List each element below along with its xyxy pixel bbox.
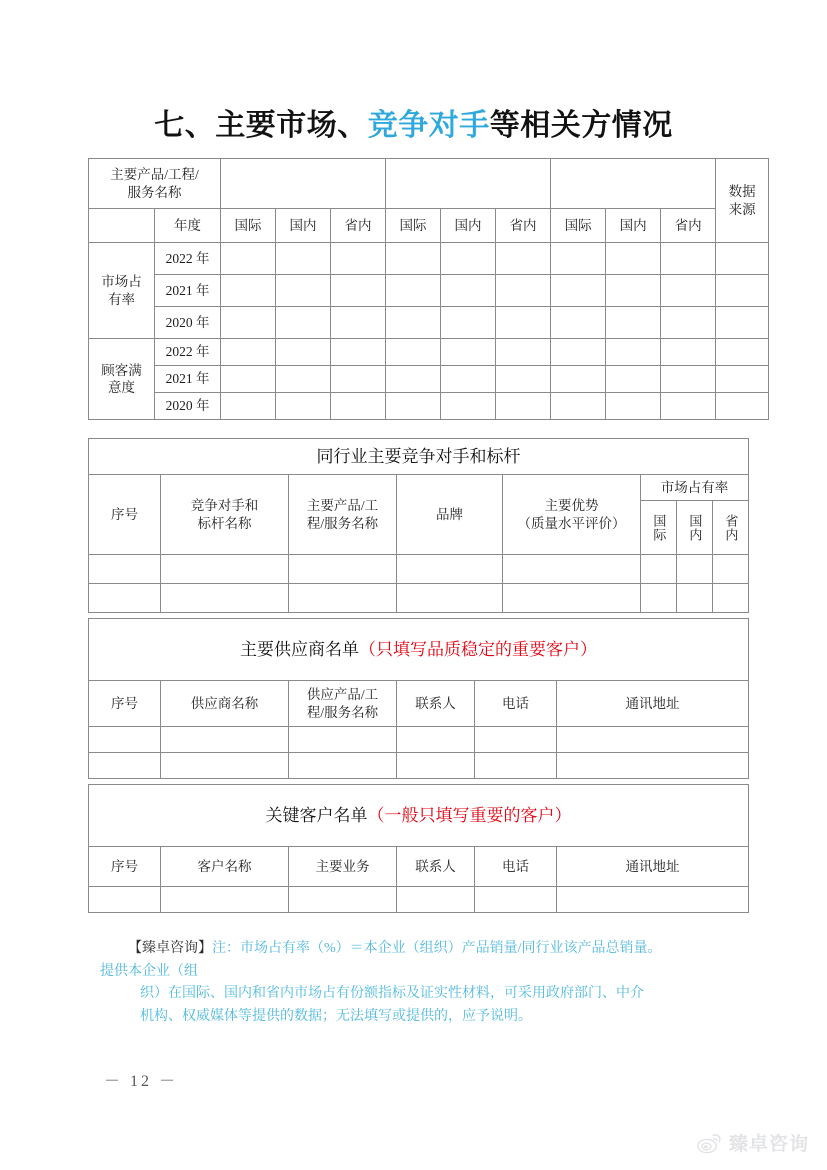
value-cell[interactable]	[661, 243, 716, 275]
value-cell[interactable]	[221, 243, 276, 275]
value-cell[interactable]	[496, 339, 551, 366]
header-share-international: 国际	[641, 501, 677, 555]
value-cell[interactable]	[551, 339, 606, 366]
table-row	[89, 555, 749, 584]
value-cell[interactable]	[289, 584, 397, 613]
region-header-g2-international: 国际	[386, 209, 441, 243]
value-cell[interactable]	[661, 275, 716, 307]
page-title-suffix: 等相关方情况	[489, 109, 673, 142]
header-phone: 电话	[475, 847, 557, 887]
value-cell[interactable]	[716, 243, 769, 275]
value-cell[interactable]	[606, 275, 661, 307]
value-cell[interactable]	[716, 275, 769, 307]
header-supplied-product: 供应产品/工 程/服务名称	[289, 681, 397, 727]
table-row-satisfaction-2020	[89, 393, 769, 420]
value-cell[interactable]	[221, 339, 276, 366]
header-index: 序号	[89, 847, 161, 887]
value-cell[interactable]	[331, 243, 386, 275]
footnote-brand: 【臻卓咨询】	[128, 941, 212, 956]
value-cell[interactable]	[716, 307, 769, 339]
value-cell[interactable]	[386, 243, 441, 275]
row-label-customer-satisfaction: 顾客满 意度	[89, 339, 155, 420]
value-cell[interactable]	[289, 555, 397, 584]
value-cell[interactable]	[386, 307, 441, 339]
table-row	[89, 727, 749, 753]
table-row-header	[89, 847, 749, 887]
table-row-banner	[89, 785, 749, 847]
row-label-market-share: 市场占 有率	[89, 243, 155, 339]
table-row-header	[89, 475, 749, 501]
table-row-product-header	[89, 159, 769, 209]
header-phone: 电话	[475, 681, 557, 727]
value-cell[interactable]	[551, 393, 606, 420]
table-row-satisfaction-2022	[89, 339, 769, 366]
table-row-market-share-2021	[89, 275, 769, 307]
table-row-banner	[89, 619, 749, 681]
header-customer-name: 客户名称	[161, 847, 289, 887]
footnote-line-4: 机构、权威媒体等提供的数据；无法填写或提供的，应予说明。	[140, 1009, 532, 1025]
value-cell[interactable]	[331, 275, 386, 307]
header-main-product: 主要产品/工 程/服务名称	[289, 475, 397, 555]
value-cell[interactable]	[716, 366, 769, 393]
header-share-province: 省内	[713, 501, 749, 555]
value-cell[interactable]	[89, 584, 161, 613]
product-group-2-cell[interactable]	[386, 159, 551, 209]
product-group-1-cell[interactable]	[221, 159, 386, 209]
customer-banner-main: 关键客户名单	[265, 805, 368, 825]
value-cell[interactable]	[386, 393, 441, 420]
region-header-g2-domestic: 国内	[441, 209, 496, 243]
value-cell[interactable]	[289, 887, 397, 913]
value-cell[interactable]	[661, 366, 716, 393]
value-cell[interactable]	[89, 727, 161, 753]
competitor-benchmark-table	[88, 438, 749, 613]
value-cell[interactable]	[331, 366, 386, 393]
header-contact-person: 联系人	[397, 847, 475, 887]
value-cell[interactable]	[386, 366, 441, 393]
table-row	[89, 753, 749, 779]
watermark	[696, 1129, 809, 1156]
region-header-g3-domestic: 国内	[606, 209, 661, 243]
region-header-g1-domestic: 国内	[276, 209, 331, 243]
value-cell[interactable]	[475, 887, 557, 913]
value-cell[interactable]	[386, 275, 441, 307]
year-cell-satisfaction-2021: 2021 年	[155, 366, 221, 393]
value-cell[interactable]	[441, 307, 496, 339]
value-cell[interactable]	[677, 584, 713, 613]
value-cell[interactable]	[606, 339, 661, 366]
footnote-line-1-text: 注：市场占有率（%）＝本企业（组织）产品销量/同行业该产品总销量。	[212, 941, 662, 956]
value-cell[interactable]	[441, 339, 496, 366]
value-cell[interactable]	[716, 339, 769, 366]
value-cell[interactable]	[331, 393, 386, 420]
value-cell[interactable]	[557, 753, 749, 779]
data-source-header: 数据 来源	[716, 159, 769, 243]
page-number: － 12 －	[104, 1073, 179, 1090]
value-cell[interactable]	[89, 555, 161, 584]
table-row	[89, 887, 749, 913]
table-row-satisfaction-2021	[89, 366, 769, 393]
market-share-table	[88, 158, 769, 420]
table-row-market-share-2020	[89, 307, 769, 339]
value-cell[interactable]	[331, 339, 386, 366]
product-group-3-cell[interactable]	[551, 159, 716, 209]
year-cell-market-share-2022: 2022 年	[155, 243, 221, 275]
value-cell[interactable]	[276, 243, 331, 275]
value-cell[interactable]	[551, 307, 606, 339]
value-cell[interactable]	[161, 555, 289, 584]
value-cell[interactable]	[641, 584, 677, 613]
customer-banner-note: （一般只填写重要的客户）	[367, 805, 572, 825]
value-cell[interactable]	[716, 393, 769, 420]
header-main-advantage: 主要优势 （质量水平评价）	[503, 475, 641, 555]
value-cell[interactable]	[221, 366, 276, 393]
footnote-line-2: 提供本企业（组	[100, 963, 198, 979]
value-cell[interactable]	[289, 727, 397, 753]
value-cell[interactable]	[503, 555, 641, 584]
value-cell[interactable]	[397, 584, 503, 613]
value-cell[interactable]	[441, 275, 496, 307]
table-row-header	[89, 681, 749, 727]
supplier-list-table	[88, 618, 749, 779]
header-brand: 品牌	[397, 475, 503, 555]
header-main-business: 主要业务	[289, 847, 397, 887]
year-cell-satisfaction-2020: 2020 年	[155, 393, 221, 420]
value-cell[interactable]	[276, 275, 331, 307]
supplier-banner-main: 主要供应商名单	[240, 639, 360, 659]
value-cell[interactable]	[496, 275, 551, 307]
value-cell[interactable]	[221, 393, 276, 420]
value-cell[interactable]	[161, 887, 289, 913]
header-supplier-name: 供应商名称	[161, 681, 289, 727]
page-title	[0, 100, 827, 144]
header-index: 序号	[89, 475, 161, 555]
value-cell[interactable]	[161, 753, 289, 779]
header-address: 通讯地址	[557, 847, 749, 887]
table-row	[89, 584, 749, 613]
competitor-banner: 同行业主要竞争对手和标杆	[89, 439, 749, 475]
value-cell[interactable]	[713, 584, 749, 613]
value-cell[interactable]	[557, 727, 749, 753]
value-cell[interactable]	[606, 307, 661, 339]
region-header-g1-international: 国际	[221, 209, 276, 243]
page-title-prefix: 七、主要市场、	[154, 109, 368, 142]
value-cell[interactable]	[276, 339, 331, 366]
footnote-line-1	[100, 938, 750, 961]
header-contact-person: 联系人	[397, 681, 475, 727]
section-label-header-blank	[89, 209, 155, 243]
value-cell[interactable]	[331, 307, 386, 339]
product-name-header: 主要产品/工程/ 服务名称	[89, 159, 221, 209]
table-row-market-share-2022	[89, 243, 769, 275]
customer-banner	[89, 785, 749, 847]
value-cell[interactable]	[397, 727, 475, 753]
value-cell[interactable]	[161, 727, 289, 753]
value-cell[interactable]	[89, 753, 161, 779]
value-cell[interactable]	[606, 243, 661, 275]
header-index: 序号	[89, 681, 161, 727]
weibo-logo-icon	[696, 1132, 722, 1154]
footnote	[100, 938, 750, 1029]
supplier-banner-note: （只填写品质稳定的重要客户）	[359, 639, 598, 659]
year-header: 年度	[155, 209, 221, 243]
value-cell[interactable]	[677, 555, 713, 584]
value-cell[interactable]	[441, 393, 496, 420]
value-cell[interactable]	[496, 243, 551, 275]
value-cell[interactable]	[606, 393, 661, 420]
value-cell[interactable]	[661, 307, 716, 339]
year-cell-market-share-2020: 2020 年	[155, 307, 221, 339]
key-customer-table	[88, 784, 749, 913]
value-cell[interactable]	[161, 584, 289, 613]
value-cell[interactable]	[496, 393, 551, 420]
value-cell[interactable]	[713, 555, 749, 584]
year-cell-satisfaction-2022: 2022 年	[155, 339, 221, 366]
value-cell[interactable]	[386, 339, 441, 366]
value-cell[interactable]	[397, 753, 475, 779]
value-cell[interactable]	[557, 887, 749, 913]
value-cell[interactable]	[397, 555, 503, 584]
value-cell[interactable]	[89, 887, 161, 913]
value-cell[interactable]	[661, 339, 716, 366]
value-cell[interactable]	[475, 753, 557, 779]
value-cell[interactable]	[441, 366, 496, 393]
region-header-g2-province: 省内	[496, 209, 551, 243]
value-cell[interactable]	[496, 366, 551, 393]
header-market-share-group: 市场占有率	[641, 475, 749, 501]
value-cell[interactable]	[551, 275, 606, 307]
value-cell[interactable]	[441, 243, 496, 275]
value-cell[interactable]	[289, 753, 397, 779]
value-cell[interactable]	[475, 727, 557, 753]
value-cell[interactable]	[276, 307, 331, 339]
value-cell[interactable]	[276, 393, 331, 420]
value-cell[interactable]	[606, 366, 661, 393]
page-title-highlight: 竞争对手	[367, 109, 490, 142]
footnote-line-3: 织）在国际、国内和省内市场占有份额指标及证实性材料，可采用政府部门、中介	[140, 986, 644, 1002]
value-cell[interactable]	[496, 307, 551, 339]
header-address: 通讯地址	[557, 681, 749, 727]
region-header-g1-province: 省内	[331, 209, 386, 243]
year-cell-market-share-2021: 2021 年	[155, 275, 221, 307]
watermark-text: 臻卓咨询	[728, 1134, 809, 1155]
value-cell[interactable]	[551, 243, 606, 275]
region-header-g3-international: 国际	[551, 209, 606, 243]
value-cell[interactable]	[221, 307, 276, 339]
table-row-region-header	[89, 209, 769, 243]
header-share-domestic: 国内	[677, 501, 713, 555]
value-cell[interactable]	[221, 275, 276, 307]
value-cell[interactable]	[641, 555, 677, 584]
value-cell[interactable]	[661, 393, 716, 420]
header-competitor-name: 竞争对手和 标杆名称	[161, 475, 289, 555]
value-cell[interactable]	[551, 366, 606, 393]
supplier-banner	[89, 619, 749, 681]
value-cell[interactable]	[503, 584, 641, 613]
table-row-banner	[89, 439, 749, 475]
value-cell[interactable]	[276, 366, 331, 393]
region-header-g3-province: 省内	[661, 209, 716, 243]
value-cell[interactable]	[397, 887, 475, 913]
